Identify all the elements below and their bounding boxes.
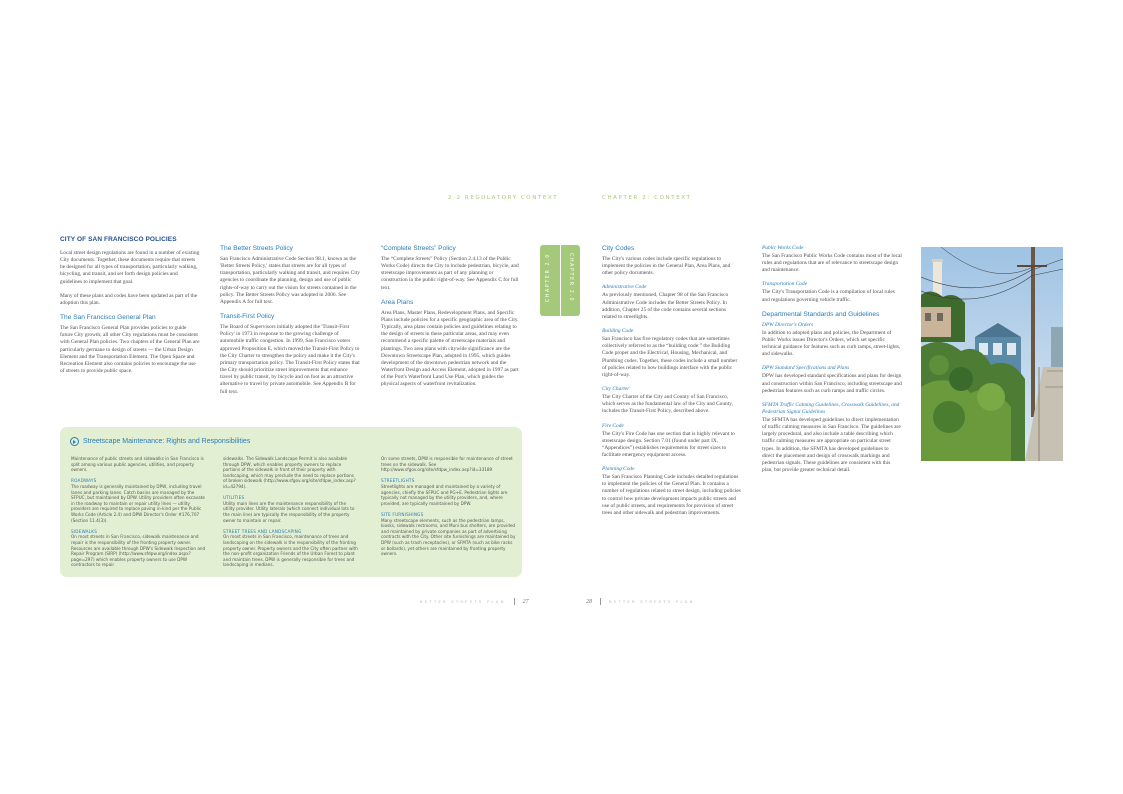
page-number: 28	[586, 598, 592, 605]
callout-heading: UTILITIES	[223, 495, 245, 501]
callout-column-1	[71, 456, 207, 573]
callout-title	[70, 437, 250, 446]
callout-text: On most streets in San Francisco, maintenance of trees and landscaping on the sidewalk is the responsibility of the fronting property owner. Property owners and the City often partner with the non-profit organization Friends of the Urban Forest to plant and maintain trees. DPW is generally responsible for trees and landscaping in medians.	[223, 534, 358, 568]
subheading-city-codes: City Codes	[602, 245, 635, 252]
paragraph: In addition to adopted plans and policies, the Department of Public Works issues Director's Orders, which set specific technical guidance for features such as curb ramps, street-lights, and sidewalks.	[762, 329, 901, 358]
subheading-public-works-code: Public Works Code	[762, 245, 804, 251]
subheading-transit-first: Transit-First Policy	[220, 313, 275, 321]
street-photo	[921, 247, 1063, 461]
subheading-area-plans: Area Plans	[381, 298, 414, 306]
column-city-codes	[602, 245, 742, 517]
callout-text: sidewalks. The Sidewalk Landscape Permit is also available through DPW, which enables property owners to replace portions of the sidewalk in front of their property with landscaping, which may preclude the need to replace portions of broken sidewalk (http://www.sfgov.org/site/sfdpw_index.asp?id=42794).	[223, 456, 356, 489]
footer-separator	[514, 598, 515, 605]
subheading-standard-specs: DPW Standard Specifications and Plans	[762, 365, 850, 372]
subheading-admin-code: Administrative Code	[602, 284, 647, 291]
page-number: 27	[522, 598, 529, 605]
footer-right	[586, 598, 695, 605]
callout-heading: STREET TREES AND LANDSCAPING	[223, 528, 302, 534]
paragraph: Many of these plans and codes have been updated as part of the adoption this plan.	[60, 292, 198, 306]
maintenance-callout	[60, 427, 522, 577]
callout-text: Utility main lines are the maintenance responsibility of the utility provider. Utility laterals (which connect individual lots to the main line) are typically the responsibility of the property owner to maintain or repair.	[223, 500, 355, 523]
section-heading: CITY OF SAN FRANCISCO POLICIES	[60, 236, 177, 243]
callout-heading: SITE FURNISHINGS	[381, 511, 424, 517]
callout-text: The roadway is generally maintained by DPW, including travel lanes and parking lanes. Catch basins are managed by the SFPUC, but maintained by DPW. Utility providers often excavate in the roadway to maintain or repair utility lines — utility providers are required to replace paving in-kind per the Public Works Code (Article 2.4) and DPW Director's Order #176,707 (Section 11.4(3)).	[71, 483, 205, 523]
footer-left	[420, 598, 529, 605]
paragraph: The Board of Supervisors initially adopted the 'Transit-First Policy' in 1973 in response to the growing challenge of automobile traffic congestion. In 1999, San Francisco voters approved Proposition E, which moved the Transit-First Policy to the City Charter to strengthen the policy and make it the City's primary transportation policy. The Transit-First Policy states that the City should prioritize street improvements that enhance travel by public transit, by bicycle and on foot as an attractive alternative to travel by private automobile. See Appendix B for full text.	[220, 324, 360, 395]
paragraph: The “Complete Streets” Policy (Section 2.4.13 of the Public Works Code) directs the City to include pedestrian, bicycle, and streetscape improvements as part of any planning or construction in the public right-of-way. See Appendix C for full text.	[381, 256, 519, 291]
paragraph: The City Charter of the City and County of San Francisco, which serves as the fundamental law of the City and County, includes the Transit-First Policy, described above.	[602, 394, 733, 415]
paragraph: The City's Transportation Code is a compilation of local rules and regulations governing vehicle traffic.	[762, 289, 895, 303]
footer-label: BETTER STREETS PLAN	[609, 599, 695, 604]
chapter-tab-divider	[560, 245, 561, 316]
subheading-fire-code: Fire Code	[602, 422, 624, 429]
subheading-departmental-standards: Departmental Standards and Guidelines	[762, 310, 880, 318]
callout-item-utilities	[223, 495, 359, 523]
running-header-left: 2.2 REGULATORY CONTEXT	[448, 195, 559, 201]
subheading-complete-streets: “Complete Streets” Policy	[381, 245, 456, 252]
callout-column-2	[223, 456, 359, 573]
subheading-planning-code: Planning Code	[602, 466, 635, 473]
running-header-right: CHAPTER 2: CONTEXT	[602, 195, 692, 201]
callout-text: Streetlights are managed and maintained by a variety of agencies, chiefly the SFPUC and PG+E. Pedestrian lights are typically not managed by the utility providers, and, where provided, are typically maintained by DPW.	[381, 483, 508, 506]
callout-item-sidewalks	[71, 529, 207, 568]
arrow-circle-icon	[70, 437, 79, 446]
column-city-policies	[60, 236, 200, 375]
callout-item-streetlights	[381, 478, 517, 506]
callout-text: On most streets in San Francisco, sidewalk maintenance and repair is the responsibility of the fronting property owner. Resources are available through DPW's Sidewalk Inspection and Repair Program (SIRP) (http://www.sfdpw.org/index.aspx?page=297) which enables property owners to use DPW contractors to repair	[71, 534, 206, 568]
paragraph: As previously mentioned, Chapter 98 of the San Francisco Administrative Code includes the Better Streets Policy. In addition, Chapter 25 of the code contains several sections related to streetlights.	[602, 292, 729, 320]
column-complete-streets	[381, 245, 521, 389]
callout-title-text: Streetscape Maintenance: Rights and Responsibilities	[83, 438, 251, 445]
subheading-transportation-code: Transportation Code	[762, 281, 808, 288]
photo-illustration	[921, 247, 1063, 461]
callout-text: On some streets, DPW is responsible for maintenance of street trees on the sidewalk. See http://www.sfgov.org/site/sfdpw_index.asp?id=33189	[381, 456, 513, 473]
paragraph: The San Francisco Public Works Code contains most of the local rules and regulations that are of relevance to streetscape design and maintenance.	[762, 253, 902, 274]
callout-intro: Maintenance of public streets and sidewalks in San Francisco is split among various public agencies, utilities, and property owners.	[71, 456, 204, 473]
callout-item-furnishings	[381, 512, 517, 557]
subheading-city-charter: City Charter	[602, 386, 630, 393]
subheading-building-code: Building Code	[602, 328, 634, 335]
callout-column-3	[381, 456, 517, 562]
paragraph: San Francisco Administrative Code Section 98.1, known as the 'Better Streets Policy,' states that streets are for all types of transportation, particularly walking and transit, and requires City agencies to coordinate the planning, design and use of public rights-of-way to carry out the vision for streets contained in the policy. The Better Streets Policy was adopted in 2006. See Appendix A for full text.	[220, 256, 360, 305]
callout-heading: STREETLIGHTS	[381, 478, 415, 484]
column-policies	[220, 245, 360, 396]
paragraph: Area Plans, Master Plans, Redevelopment Plans, and Specific Plans include policies for a specific geographic area of the City. Typically, area plans contain policies and guidelines relating to the design of streets in these particular areas, and may even recommend a specific palette of streetscape materials and plantings. Two area plans with citywide significance are the Downtown Streetscape Plan, adopted in 1995, which guides development of the downtown pedestrian network and the Waterfront Design and Access Element, adopted in 1997 as part of the Port's Waterfront Land Use Plan, which guides the physical aspects of waterfront revitalization.	[381, 309, 519, 388]
callout-item-trees	[223, 529, 359, 568]
callout-heading: ROADWAYS	[71, 478, 97, 484]
paragraph: The San Francisco General Plan provides policies to guide future City growth; all other City regulations must be consistent with General Plan policies. Two chapters of the General Plan are particularly germane to design of streets — the Urban Design Element and the Transportation Element. The Open Space and Recreation Element also contains policies to encourage the use of streets to provide public space.	[60, 325, 200, 375]
chapter-tab-label: CHAPTER 2.0	[568, 253, 573, 303]
callout-text: Many streetscape elements, such as the pedestrian lamps, kiosks, sidewalk restrooms, and Muni bus shelters, are provided and maintained by private companies as part of advertising contracts with the City. Other site furnishings are maintained by DPW (such as trash receptacles), or SFMTA (such as bike racks or bollards), yet others are maintained by fronting property owners.	[381, 517, 516, 557]
callout-item-roadways	[71, 478, 207, 523]
subheading-general-plan: The San Francisco General Plan	[60, 314, 156, 322]
subheading-better-streets: The Better Streets Policy	[220, 245, 293, 252]
footer-label: BETTER STREETS PLAN	[420, 599, 506, 604]
column-standards	[762, 245, 902, 474]
subheading-sfmta-guidelines: SFMTA Traffic Calming Guidelines, Crosswalk Guidelines, and Pedestrian Signal Guidelines	[762, 401, 900, 415]
footer-separator	[600, 598, 601, 605]
chapter-tab-label: CHAPTER 2.0	[546, 253, 551, 303]
paragraph: The San Francisco Planning Code includes detailed regulations to implement the policies of the General Plan. It contains a number of regulations related to street design, including policies to control how private development impacts public streets and use of public streets, and requirements for provision of street trees and other sidewalk and pedestrian improvements.	[602, 474, 741, 516]
paragraph: The City's various codes include specific regulations to implement the policies in the General Plan, Area Plans, and other policy documents.	[602, 256, 731, 277]
paragraph: DPW has developed standard specifications and plans for design and construction within San Francisco, including streetscape and pedestrian features such as curb ramps and traffic circles.	[762, 373, 902, 394]
subheading-directors-orders: DPW Director's Orders	[762, 321, 814, 328]
paragraph: Local street design regulations are found in a number of existing City documents. Together, these documents require that streets be designed for all types of transportation, particularly walking, bicycling, and transit, and set forth design policies and guidelines to implement that goal.	[60, 250, 200, 285]
paragraph: San Francisco has five regulatory codes that are sometimes collectively referred to as the “building code:” the Building Code proper and the Electrical, Housing, Mechanical, and Plumbing codes. Together, these codes include a small number of policies related to how buildings interface with the public right-of-way.	[602, 336, 738, 378]
paragraph: The City's Fire Code has one section that is highly relevant to streetscape design. Section 7.01 (found under part IX, “Appendices”) establishes requirements for street sizes to facilitate emergency equipment access.	[602, 430, 735, 458]
chapter-tab	[540, 245, 580, 316]
paragraph: The SFMTA has developed guidelines to direct implementation of traffic calming measures in San Francisco. The guidelines are largely procedural, and also include a table describing which traffic calming measures are appropriate on particular street types. In addition, the SFMTA has developed guidelines to direct the placement and design of crosswalk markings and pedestrian signals. These guidelines are consistent with this plan, but provide greater technical detail.	[762, 416, 901, 473]
callout-heading: SIDEWALKS	[71, 528, 98, 534]
